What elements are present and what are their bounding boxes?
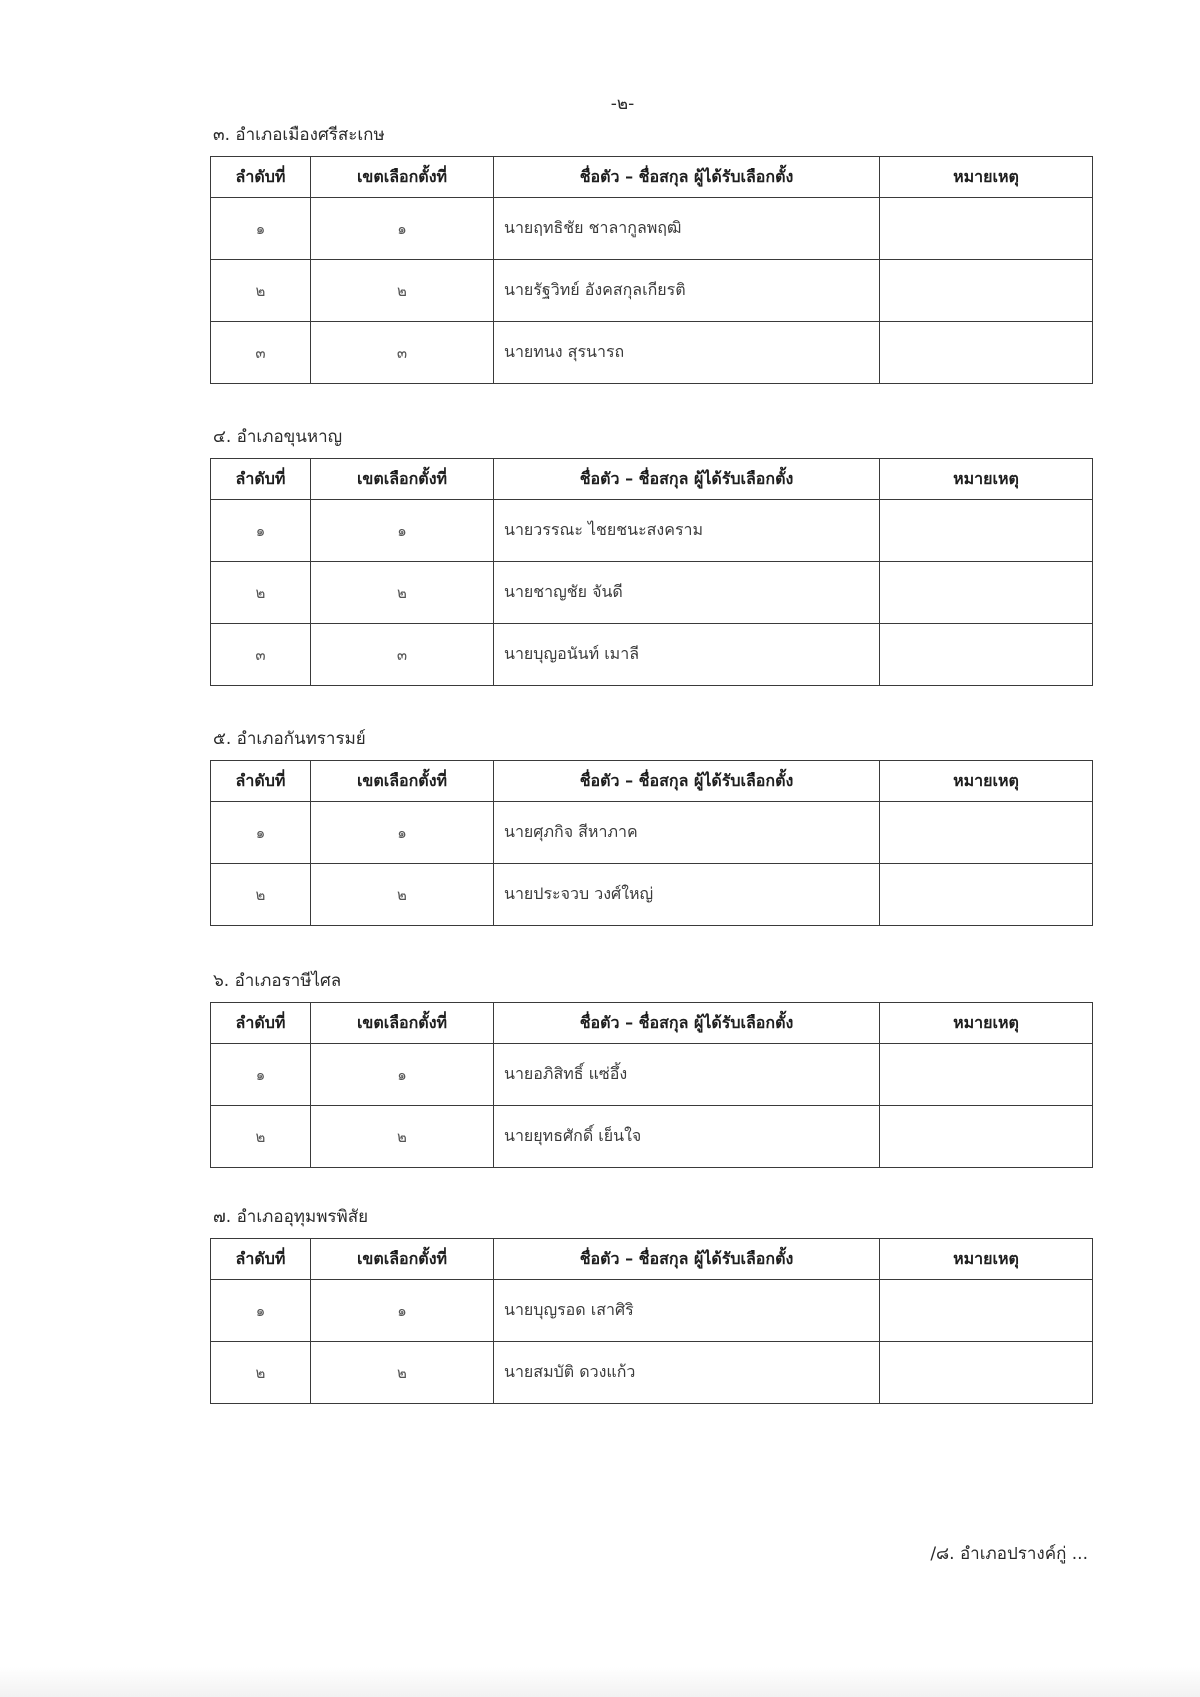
cell-name: นายวรรณะ ไชยชนะสงคราม xyxy=(494,500,880,562)
header-district: เขตเลือกตั้งที่ xyxy=(311,459,494,500)
results-table xyxy=(210,1002,1093,1168)
table-header-row xyxy=(211,1239,1093,1280)
cell-order: ๑ xyxy=(211,1044,311,1106)
cell-order: ๑ xyxy=(211,198,311,260)
cell-order: ๑ xyxy=(211,802,311,864)
scan-edge-shadow xyxy=(0,1667,1200,1697)
cell-name: นายทนง สุรนารถ xyxy=(494,322,880,384)
cell-district: ๓ xyxy=(311,322,494,384)
cell-name: นายยุทธศักดิ์ เย็นใจ xyxy=(494,1106,880,1168)
section-title: ๓. อำเภอเมืองศรีสะเกษ xyxy=(213,125,385,145)
table-row xyxy=(211,864,1093,926)
section-kanthararom xyxy=(210,722,1092,926)
cell-remark xyxy=(880,1044,1093,1106)
cell-district: ๒ xyxy=(311,562,494,624)
table-row xyxy=(211,562,1093,624)
section-title: ๔. อำเภอขุนหาญ xyxy=(213,427,343,447)
section-title: ๗. อำเภออุทุมพรพิสัย xyxy=(213,1207,369,1227)
cell-name: นายฤทธิชัย ชาลากูลพฤฒิ xyxy=(494,198,880,260)
cell-name: นายสมบัติ ดวงแก้ว xyxy=(494,1342,880,1404)
cell-district: ๒ xyxy=(311,1106,494,1168)
header-order: ลำดับที่ xyxy=(211,761,311,802)
cell-district: ๑ xyxy=(311,500,494,562)
table-row xyxy=(211,1044,1093,1106)
cell-name: นายประจวบ วงศ์ใหญ่ xyxy=(494,864,880,926)
header-district: เขตเลือกตั้งที่ xyxy=(311,157,494,198)
table-row xyxy=(211,322,1093,384)
cell-remark xyxy=(880,864,1093,926)
cell-district: ๓ xyxy=(311,624,494,686)
cell-district: ๑ xyxy=(311,1280,494,1342)
cell-remark xyxy=(880,562,1093,624)
header-name: ชื่อตัว – ชื่อสกุล ผู้ได้รับเลือกตั้ง xyxy=(494,1239,880,1280)
cell-order: ๒ xyxy=(211,864,311,926)
section-title: ๕. อำเภอกันทรารมย์ xyxy=(213,729,366,749)
cell-remark xyxy=(880,1106,1093,1168)
cell-district: ๑ xyxy=(311,198,494,260)
header-order: ลำดับที่ xyxy=(211,157,311,198)
header-district: เขตเลือกตั้งที่ xyxy=(311,1003,494,1044)
cell-name: นายบุญรอด เสาศิริ xyxy=(494,1280,880,1342)
table-header-row xyxy=(211,459,1093,500)
cell-order: ๑ xyxy=(211,1280,311,1342)
header-district: เขตเลือกตั้งที่ xyxy=(311,1239,494,1280)
header-remark: หมายเหตุ xyxy=(880,761,1093,802)
cell-name: นายชาญชัย จันดี xyxy=(494,562,880,624)
cell-district: ๒ xyxy=(311,260,494,322)
section-uthumphon-phisai xyxy=(210,1200,1092,1404)
header-order: ลำดับที่ xyxy=(211,1239,311,1280)
table-row xyxy=(211,624,1093,686)
table-row xyxy=(211,1280,1093,1342)
cell-remark xyxy=(880,260,1093,322)
section-rasi-salai xyxy=(210,964,1092,1168)
cell-name: นายอภิสิทธิ์ แซ่อึ้ง xyxy=(494,1044,880,1106)
table-header-row xyxy=(211,157,1093,198)
table-row xyxy=(211,1342,1093,1404)
cell-order: ๒ xyxy=(211,1342,311,1404)
header-remark: หมายเหตุ xyxy=(880,157,1093,198)
header-name: ชื่อตัว – ชื่อสกุล ผู้ได้รับเลือกตั้ง xyxy=(494,157,880,198)
cell-remark xyxy=(880,198,1093,260)
table-row xyxy=(211,260,1093,322)
section-mueang-sisaket xyxy=(210,118,1092,384)
cell-remark xyxy=(880,1342,1093,1404)
cell-order: ๒ xyxy=(211,1106,311,1168)
header-remark: หมายเหตุ xyxy=(880,459,1093,500)
cell-remark xyxy=(880,624,1093,686)
results-table xyxy=(210,458,1093,686)
page-number: -๒- xyxy=(610,94,635,114)
header-remark: หมายเหตุ xyxy=(880,1239,1093,1280)
cell-name: นายรัฐวิทย์ อังคสกุลเกียรติ xyxy=(494,260,880,322)
cell-order: ๒ xyxy=(211,562,311,624)
cell-name: นายศุภกิจ สีหาภาค xyxy=(494,802,880,864)
header-order: ลำดับที่ xyxy=(211,1003,311,1044)
cell-district: ๑ xyxy=(311,802,494,864)
table-row xyxy=(211,198,1093,260)
table-header-row xyxy=(211,1003,1093,1044)
header-name: ชื่อตัว – ชื่อสกุล ผู้ได้รับเลือกตั้ง xyxy=(494,1003,880,1044)
table-row xyxy=(211,1106,1093,1168)
cell-order: ๑ xyxy=(211,500,311,562)
cell-order: ๓ xyxy=(211,322,311,384)
cell-name: นายบุญอนันท์ เมาลี xyxy=(494,624,880,686)
cell-order: ๒ xyxy=(211,260,311,322)
header-name: ชื่อตัว – ชื่อสกุล ผู้ได้รับเลือกตั้ง xyxy=(494,761,880,802)
cell-remark xyxy=(880,1280,1093,1342)
cell-district: ๑ xyxy=(311,1044,494,1106)
table-row xyxy=(211,500,1093,562)
header-order: ลำดับที่ xyxy=(211,459,311,500)
table-row xyxy=(211,802,1093,864)
section-khun-han xyxy=(210,420,1092,686)
next-page-reference: /๘. อำเภอปรางค์กู่ ... xyxy=(930,1544,1088,1564)
cell-remark xyxy=(880,322,1093,384)
section-title: ๖. อำเภอราษีไศล xyxy=(213,971,342,991)
results-table xyxy=(210,156,1093,384)
cell-order: ๓ xyxy=(211,624,311,686)
table-header-row xyxy=(211,761,1093,802)
header-remark: หมายเหตุ xyxy=(880,1003,1093,1044)
cell-remark xyxy=(880,802,1093,864)
cell-remark xyxy=(880,500,1093,562)
results-table xyxy=(210,1238,1093,1404)
cell-district: ๒ xyxy=(311,1342,494,1404)
cell-district: ๒ xyxy=(311,864,494,926)
results-table xyxy=(210,760,1093,926)
header-district: เขตเลือกตั้งที่ xyxy=(311,761,494,802)
header-name: ชื่อตัว – ชื่อสกุล ผู้ได้รับเลือกตั้ง xyxy=(494,459,880,500)
